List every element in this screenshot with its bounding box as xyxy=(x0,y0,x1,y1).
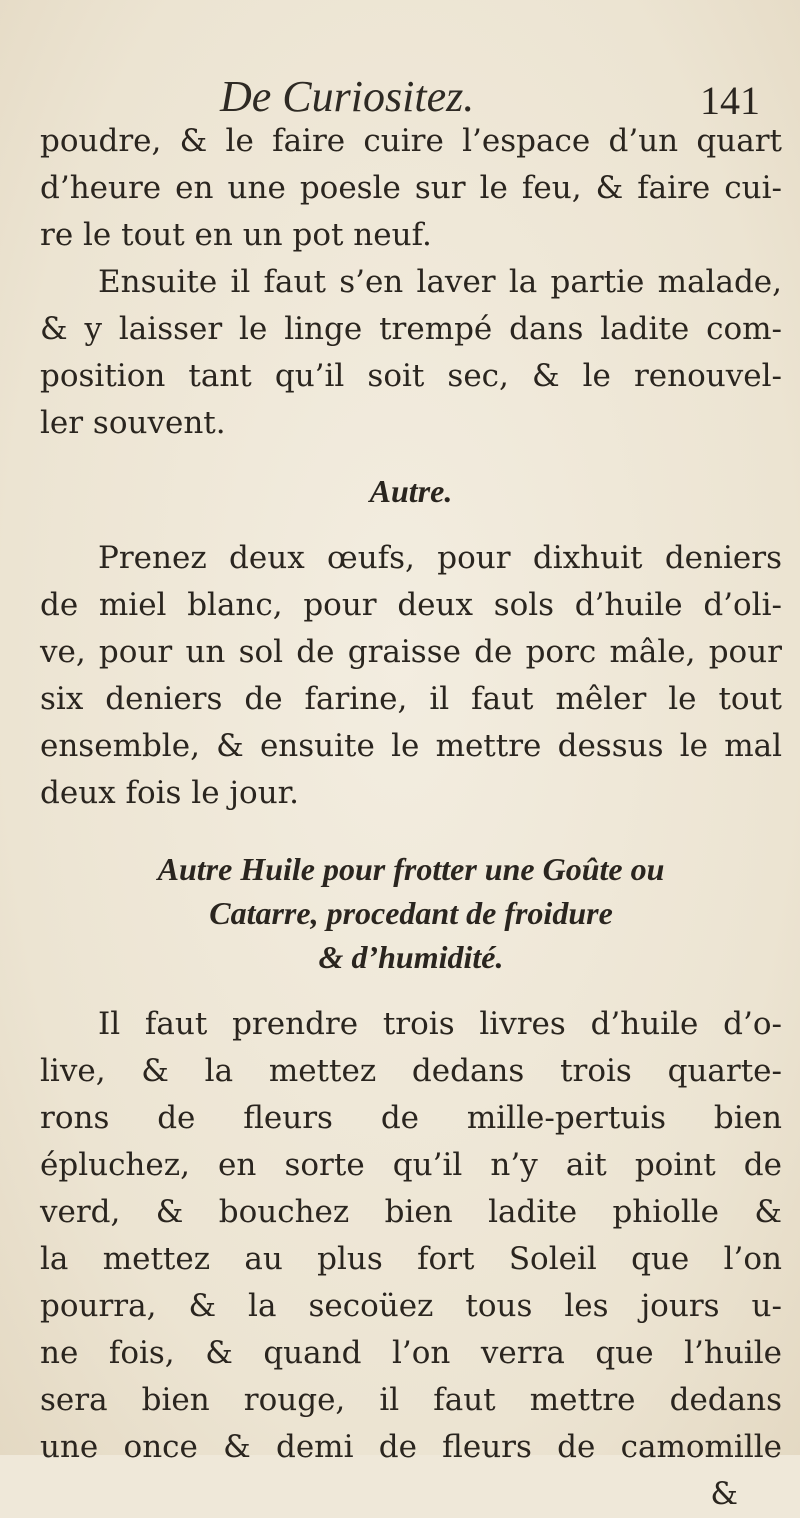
paragraph-2 xyxy=(40,259,782,447)
text-line: la mettez au plus fort Soleil que l’on xyxy=(40,1241,782,1277)
text-line: sera bien rouge, il faut mettre dedans xyxy=(40,1382,782,1418)
heading-line: Catarre, procedant de froidure xyxy=(209,895,613,931)
text-line: Prenez deux œufs, pour dixhuit deniers xyxy=(98,540,782,576)
text-line: live, & la mettez dedans trois quarte- xyxy=(40,1053,782,1089)
text-line: position tant qu’il soit sec, & le renouvel- xyxy=(40,358,782,394)
text-line: ne fois, & quand l’on verra que l’huile xyxy=(40,1335,782,1371)
text-line: rons de fleurs de mille-pertuis bien xyxy=(40,1100,782,1136)
text-line: ensemble, & ensuite le mettre dessus le mal xyxy=(40,728,782,764)
text-line: de miel blanc, pour deux sols d’huile d’oli- xyxy=(40,587,782,623)
paragraph-4 xyxy=(40,1001,782,1471)
text-line: pourra, & la secoüez tous les jours u- xyxy=(40,1288,782,1324)
page-body xyxy=(40,118,782,1518)
section-heading-autre-huile xyxy=(40,847,782,979)
running-title: De Curiositez. xyxy=(220,72,475,121)
text-line: verd, & bouchez bien ladite phiolle & xyxy=(40,1194,782,1230)
text-line: Ensuite il faut s’en laver la partie malade, xyxy=(98,264,782,300)
text-line: d’heure en une poesle sur le feu, & faire cui- xyxy=(40,170,782,206)
paragraph-3 xyxy=(40,535,782,817)
page-number: 141 xyxy=(700,78,760,123)
paragraph-1 xyxy=(40,118,782,259)
text-line: deux fois le jour. xyxy=(40,775,299,811)
heading-line: & d’humidité. xyxy=(318,939,504,975)
text-line: & y laisser le linge trempé dans ladite com- xyxy=(40,311,782,347)
text-line: re le tout en un pot neuf. xyxy=(40,217,432,253)
text-line: une once & demi de fleurs de camomille xyxy=(40,1429,782,1465)
text-line: Il faut prendre trois livres d’huile d’o- xyxy=(98,1006,782,1042)
text-line: ve, pour un sol de graisse de porc mâle, pour xyxy=(40,634,782,670)
text-line: poudre, & le faire cuire l’espace d’un quart xyxy=(40,123,782,159)
catchword: & xyxy=(710,1476,738,1512)
heading-line: Autre Huile pour frotter une Goûte ou xyxy=(157,851,665,887)
text-line: ler souvent. xyxy=(40,405,226,441)
text-line: épluchez, en sorte qu’il n’y ait point de xyxy=(40,1147,782,1183)
section-heading-autre: Autre. xyxy=(369,473,453,509)
text-line: six deniers de farine, il faut mêler le tout xyxy=(40,681,782,717)
